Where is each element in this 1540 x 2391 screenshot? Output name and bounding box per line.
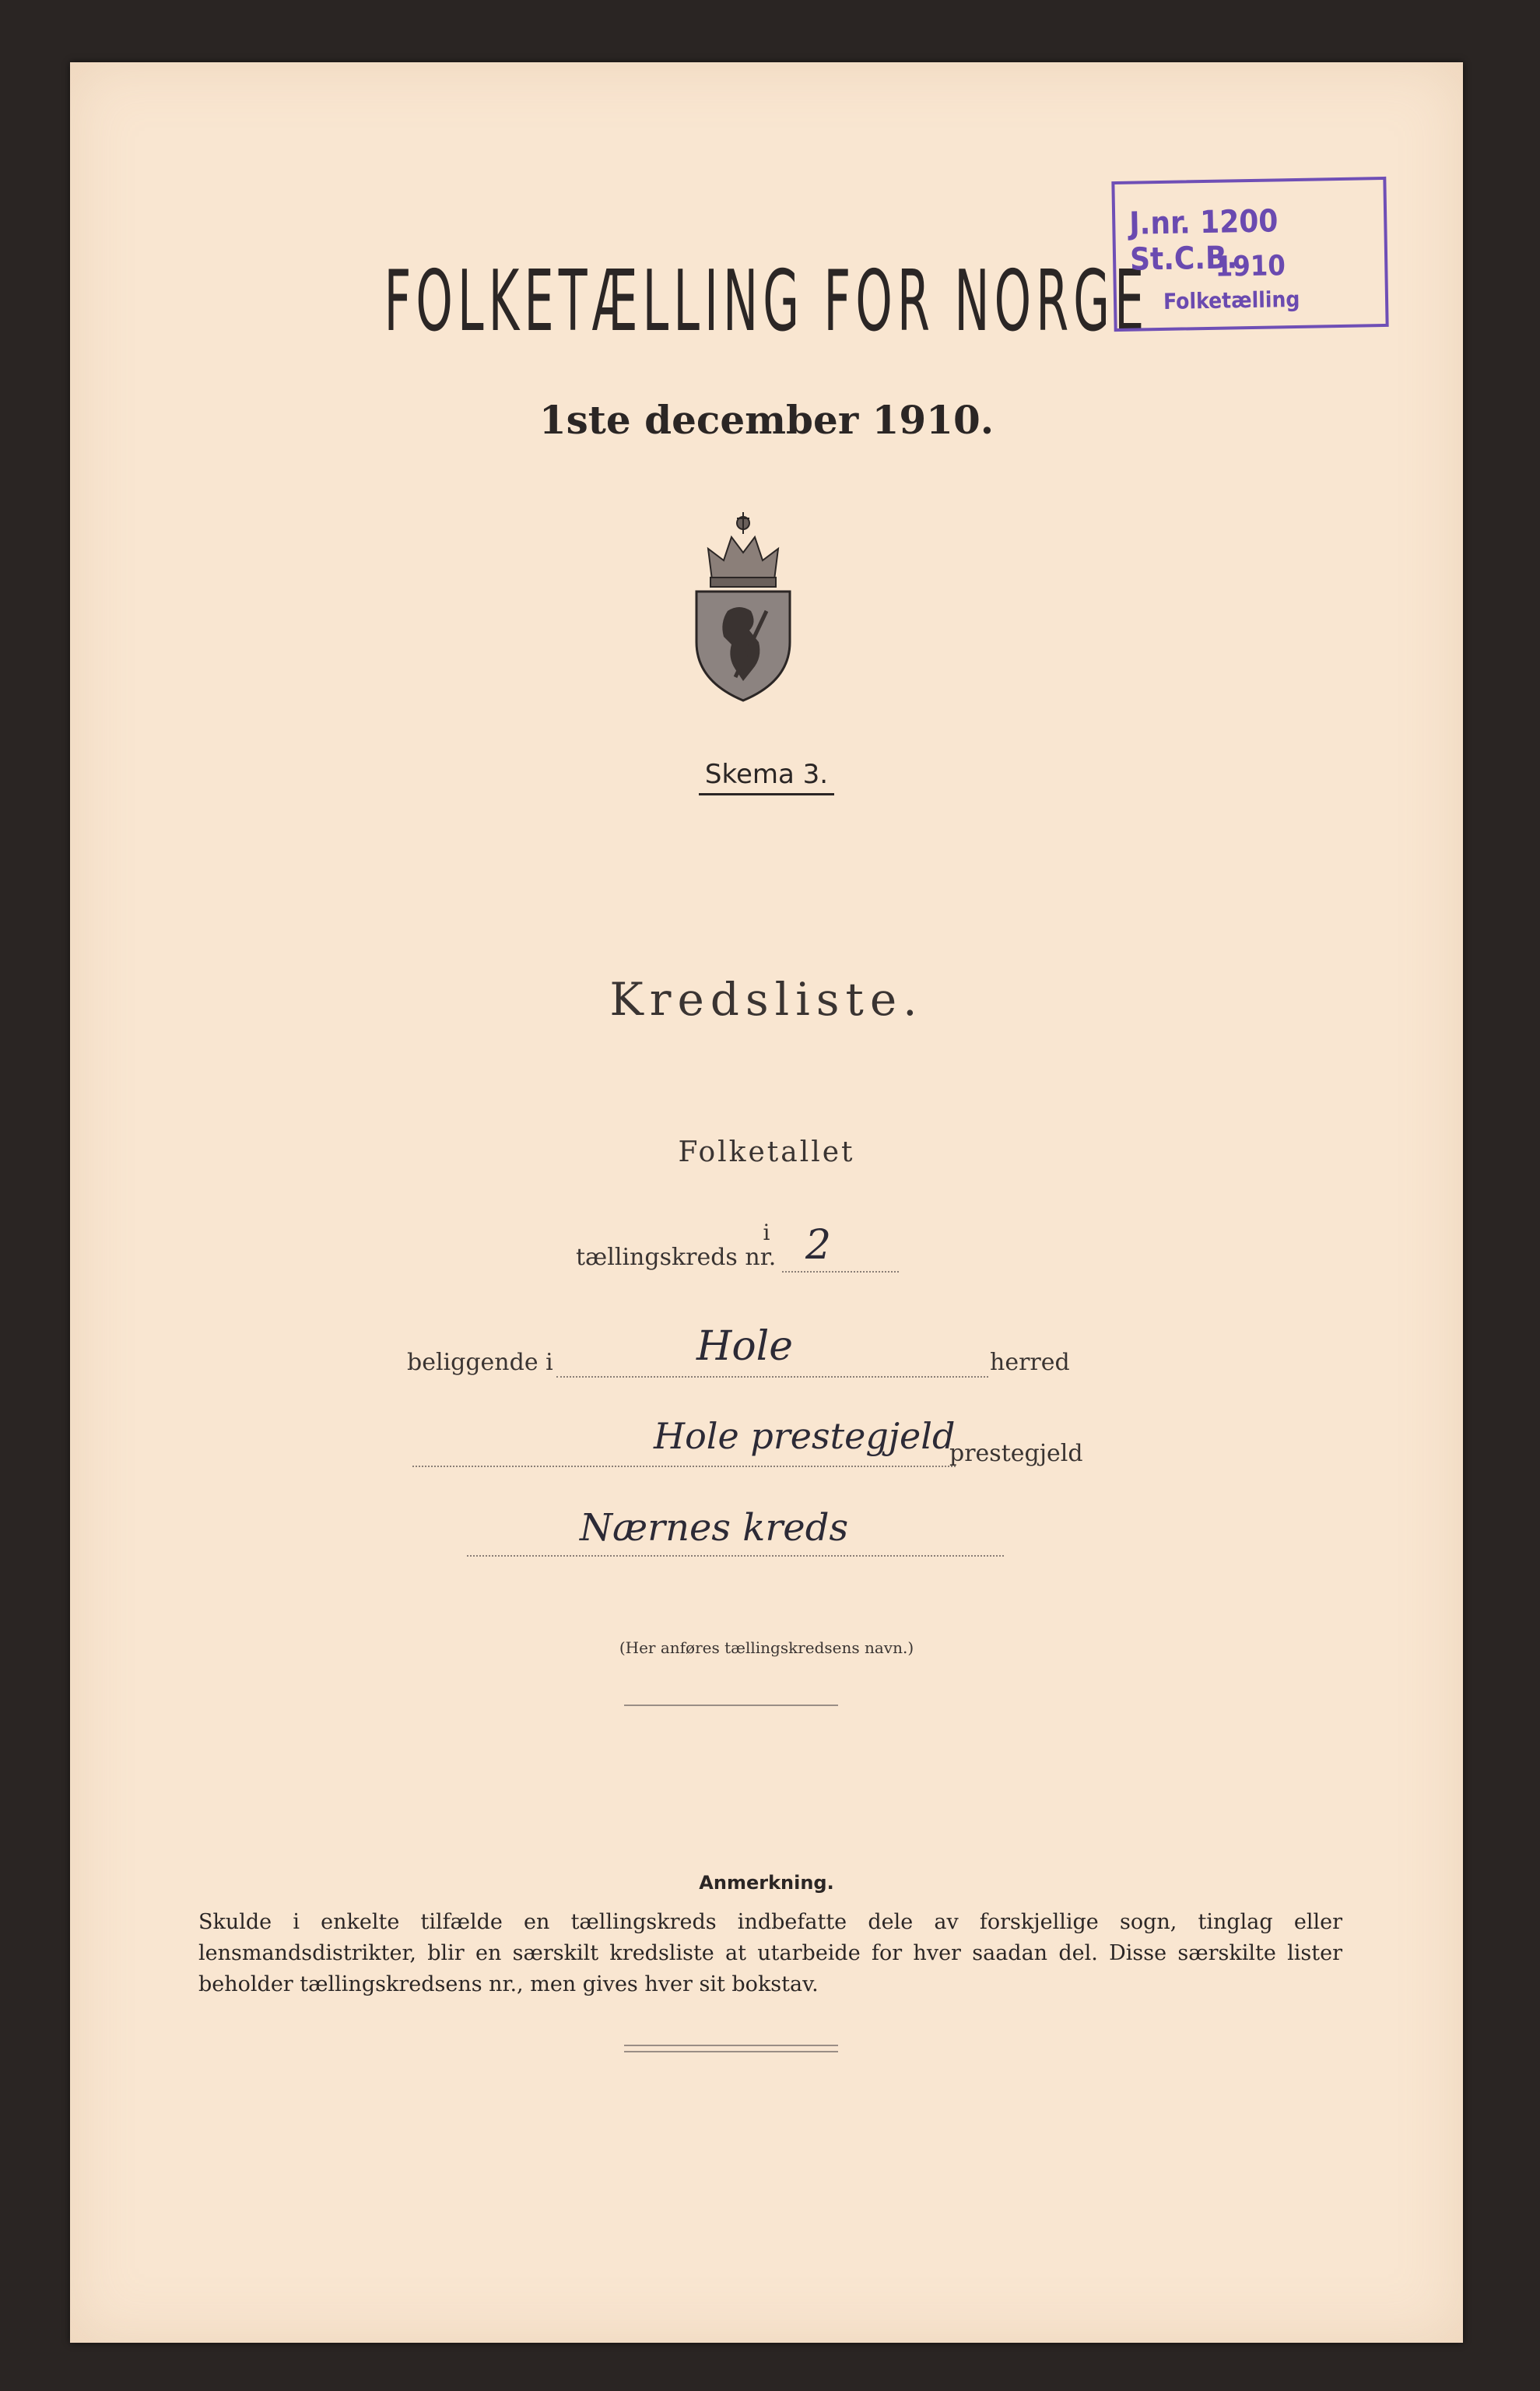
divider <box>624 1705 838 1706</box>
stamp-journal-number: J.nr. 1200 St.C.B. <box>1128 203 1279 278</box>
form-subheading: Folketallet <box>678 1136 855 1168</box>
form-preposition: i <box>763 1220 770 1245</box>
herred-line <box>556 1376 988 1378</box>
norwegian-coat-of-arms-icon <box>681 506 805 704</box>
registration-stamp <box>1111 177 1388 332</box>
form-heading: Kredsliste. <box>609 973 924 1026</box>
herred-label: herred <box>990 1349 1070 1376</box>
prestegjeld-value[interactable]: Hole prestegjeld <box>654 1415 956 1457</box>
kreds-name-hint: (Her anføres tællingskredsens navn.) <box>619 1638 914 1657</box>
kreds-number-line <box>782 1271 899 1273</box>
beliggende-label: beliggende i <box>407 1349 553 1376</box>
herred-value[interactable]: Hole <box>696 1323 794 1370</box>
kreds-number-label: tællingskreds nr. <box>576 1244 777 1271</box>
note-text: Skulde i enkelte tilfælde en tællingskreds indbefatte dele av forskjellige sogn, tinglag eller lensmandsdistrikter, blir en særskilt kredsliste at utarbeide for hver saadan del. Disse særskilte lister beholder tællingskredsens nr., men gives hver sit bokstav. <box>198 1910 1342 1996</box>
census-date: 1ste december 1910. <box>538 397 995 443</box>
note-heading: Anmerkning. <box>699 1872 834 1894</box>
stamp-label: Folketælling <box>1163 286 1300 314</box>
schema-number <box>70 759 1463 790</box>
census-form-page <box>70 62 1463 2343</box>
stamp-year: 1910 <box>1215 250 1286 283</box>
prestegjeld-label: prestegjeld <box>949 1440 1083 1467</box>
end-rule-top <box>624 2045 838 2046</box>
end-rule-bottom <box>624 2051 838 2052</box>
kreds-name-value[interactable]: Nærnes kreds <box>580 1506 849 1550</box>
prestegjeld-line <box>412 1466 956 1467</box>
kreds-name-line <box>467 1555 1004 1557</box>
schema-label: Skema 3. <box>699 759 834 795</box>
kreds-number-value[interactable]: 2 <box>805 1222 832 1269</box>
form-title: FOLKETÆLLING FOR NORGE <box>384 253 1149 350</box>
